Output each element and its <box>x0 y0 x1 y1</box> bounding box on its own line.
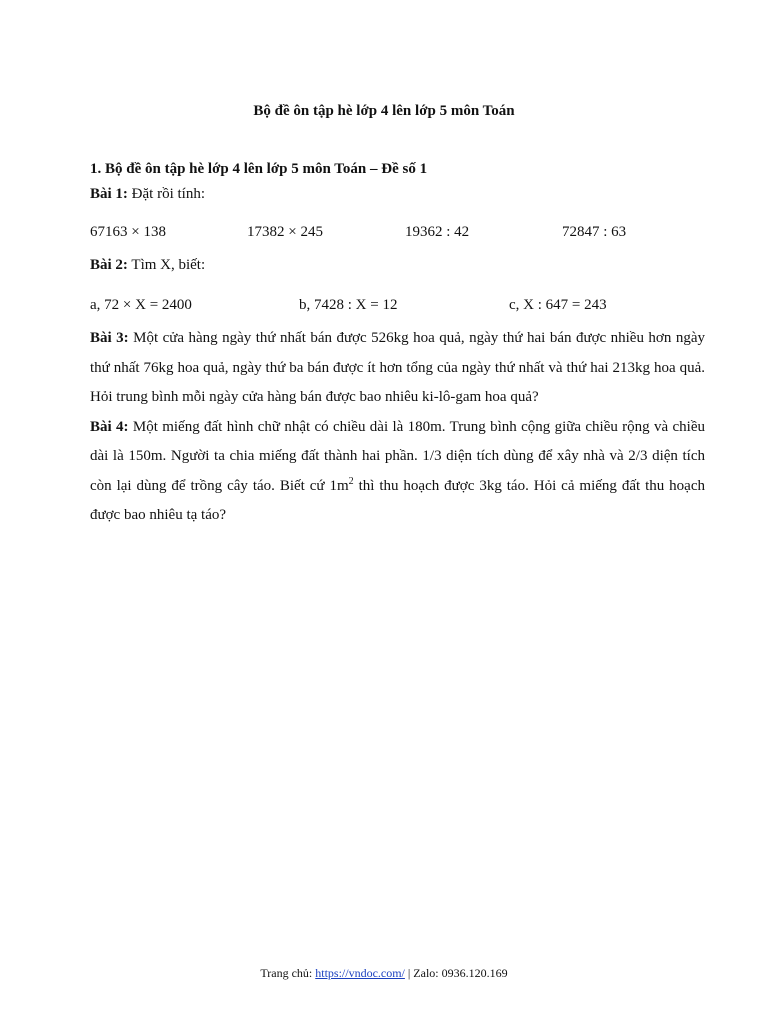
problem-2-equations <box>90 286 705 324</box>
problem-2-instruction: Tìm X, biết: <box>127 257 206 273</box>
problem-3-text: Một cửa hàng ngày thứ nhất bán được 526kg hoa quả, ngày thứ hai bán được nhiều hơn ngày thứ nhất 76kg hoa quả, ngày thứ ba bán được ít hơn tổng của ngày thứ nhất và thứ hai 213kg hoa quả. Hỏi trung bình mỗi ngày cửa hàng bán được bao nhiêu ki-lô-gam hoa quả? <box>90 330 705 405</box>
footer-contact: | Zalo: 0936.120.169 <box>404 966 508 980</box>
equation-b: b, 7428 : X = 12 <box>299 297 398 313</box>
problem-1-expressions <box>90 214 705 250</box>
problem-1-instruction: Đặt rồi tính: <box>127 186 205 202</box>
problem-4-text-part-2: thì thu hoạch được 3kg táo. Hỏi cả miếng đất thu hoạch được bao nhiêu tạ táo? <box>90 477 705 523</box>
problem-2-label: Bài 2: <box>90 257 128 273</box>
footer-homepage-link[interactable]: https://vndoc.com/ <box>315 966 405 980</box>
problem-4-text-part-1: Một miếng đất hình chữ nhật có chiều dài là 180m. Trung bình cộng giữa chiều rộng và chiều dài là 150m. Người ta chia miếng đất thành hai phần. 1/3 diện tích dùng để xây nhà và 2/3 diện tích còn lại dùng để trồng cây táo. Biết cứ 1m <box>90 418 705 494</box>
problem-4-label: Bài 4: <box>90 418 129 435</box>
page-footer <box>0 964 768 982</box>
problem-1-label: Bài 1: <box>90 186 128 202</box>
expression-2: 17382 × 245 <box>247 224 323 240</box>
expression-3: 19362 : 42 <box>405 224 470 240</box>
section-heading: 1. Bộ đề ôn tập hè lớp 4 lên lớp 5 môn Toán – Đề số 1 <box>90 161 428 177</box>
superscript-exponent: 2 <box>348 475 354 487</box>
equation-c: c, X : 647 = 243 <box>509 297 607 313</box>
footer-prefix: Trang chủ: <box>260 966 316 980</box>
document-body <box>90 156 705 531</box>
problem-2 <box>90 252 705 278</box>
expression-4: 72847 : 63 <box>562 224 627 240</box>
expression-1: 67163 × 138 <box>90 224 166 240</box>
problem-3 <box>90 324 705 413</box>
equation-a: a, 72 × X = 2400 <box>90 297 192 313</box>
problem-3-label: Bài 3: <box>90 330 129 346</box>
problem-4 <box>90 413 705 531</box>
problem-1 <box>90 182 705 206</box>
document-title: Bộ đề ôn tập hè lớp 4 lên lớp 5 môn Toán <box>253 103 515 119</box>
